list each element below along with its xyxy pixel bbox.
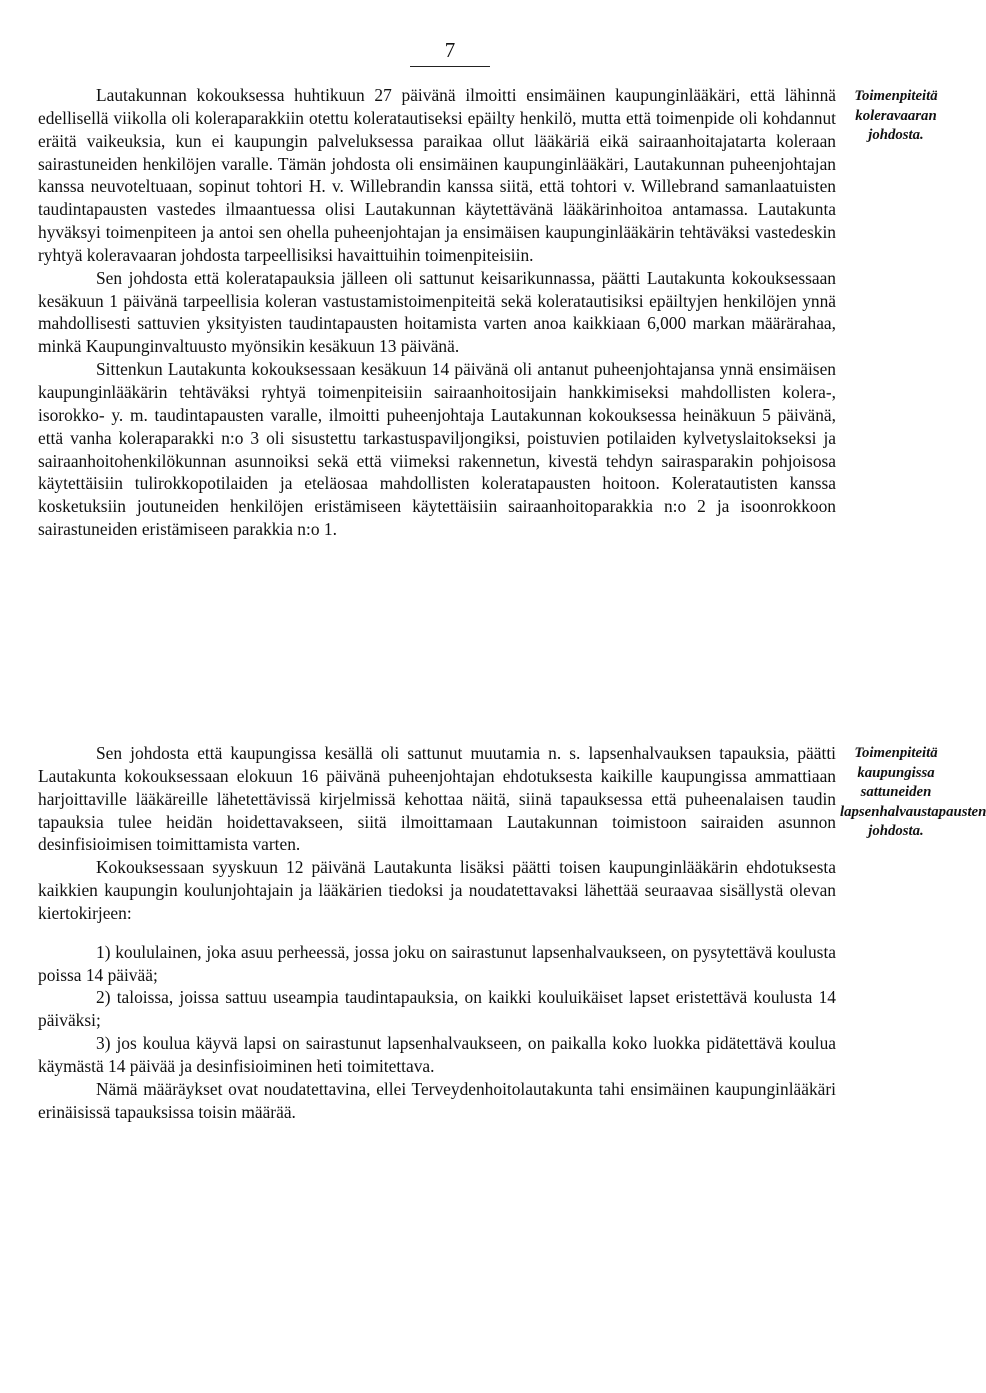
list-item: 2) taloissa, joissa sattuu useampia taudintapauksia, on kaikki kouluikäiset lapset eristettävä koulusta 14 päiväksi;	[38, 987, 836, 1031]
section-polio-measures	[38, 742, 836, 1124]
paragraph: Lautakunnan kokouksessa huhtikuun 27 päivänä ilmoitti ensimäinen kaupunginlääkäri, että lähinnä edellisellä viikolla oli koleraparakkiin otettu koleratautiseksi epäilty henkilö, mutta että toimenpide oli kohdannut eräitä vaikeuksia, kun ei kaupungin palveluksessa paraikaa ollut lääkäriä eikä sairaanhoitajatarta koleraan sairastuneiden henkilöjen varalle. Tämän johdosta oli ensimäinen kaupunginlääkäri, Lautakunnan puheenjohtajan kanssa neuvoteltuaan, sopinut tohtori H. v. Willebrandin kanssa siitä, että tohtori v. Willebrand samanlaatuisten taudintapausten vastedes ilmaantuessa olisi Lautakunnan käytettävänä lääkärinhoitoa antamassa. Lautakunta hyväksyi toimenpiteen ja antoi sen ohella puheenjohtajan ja ensimäisen kaupunginlääkärin tehtäväksi vastedeskin ryhtyä koleravaaran johdosta tarpeellisiksi havaittuihin toimenpiteisiin.	[38, 85, 836, 265]
section-cholera-measures	[38, 84, 836, 541]
paragraph: Sittenkun Lautakunta kokouksessaan kesäkuun 14 päivänä oli antanut puheenjohtajansa ynnä ensimäisen kaupunginlääkärin tehtäväksi ryhtyä toimenpiteisiin sairaanhoitosijain hankkimiseksi mahdollisten kolera-, isorokko- y. m. taudintapausten varalle, ilmoitti puheenjohtaja Lautakunnan kokouksessa heinäkuun 5 päivänä, että vanha koleraparakki n:o 3 oli sisustettu tarkastuspaviljongiksi, poistuvien potilaiden kylvetyslaitokseksi ja sairaanhoitohenkilökunnan asunnoiksi sekä että viimeksi rakennetun, kivestä tehdyn sairasparakin pohjoisosa käytettäisiin tulirokkopotilaiden ja eteläosaa mahdollisten koleratapausten hoitoon. Koleratautisten kanssa kosketuksiin joutuneiden henkilöjen eristämiseen käytettäisiin sairaanhoitoparakkia n:o 2 ja isoonrokkoon sairastuneiden eristämiseen parakkia n:o 1.	[38, 359, 836, 540]
paragraph: Sen johdosta että koleratapauksia jälleen oli sattunut keisarikunnassa, päätti Lautakunta kokouksessaan kesäkuun 1 päivänä tarpeellisia koleran vastustamistoimenpiteitä sekä koleratautisiksi epäiltyjen henkilöjen ynnä mahdollisesti sattuvien yksityisten taudintapausten hoitamista varten anoa kaikkiaan 6,000 markan määrärahaa, minkä Kaupunginvaltuusto myönsikin kesäkuun 13 päivänä.	[38, 267, 836, 357]
closing-paragraph: Nämä määräykset ovat noudatettavina, ellei Terveydenhoitolautakunta tahi ensimäinen kaupunginlääkäri erinäisissä tapauksissa toisin määrää.	[38, 1078, 836, 1122]
list-item: 1) koululainen, joka asuu perheessä, jossa joku on sairastunut lapsenhalvaukseen, on pysytettävä koulusta poissa 14 päivää;	[38, 941, 836, 985]
list-spacer	[38, 925, 836, 941]
page-number-rule	[410, 66, 490, 67]
list-item: 3) jos koulua käyvä lapsi on sairastunut lapsenhalvaukseen, on paikalla koko luokka pidätettävä koulua käymästä 14 päivää ja desinfisioiminen heti toimitettava.	[38, 1033, 836, 1076]
section-body	[38, 742, 836, 1124]
margin-note-polio: Toimenpiteitä kaupungissa sattuneiden lapsenhalvaustapausten johdosta.	[840, 745, 986, 840]
paragraph: Kokouksessaan syyskuun 12 päivänä Lautakunta lisäksi päätti toisen kaupunginlääkärin ehdotuksesta kaikkien kaupungin koulunjohtajain ja lääkärien tiedoksi ja noudatettavaksi lähettää seuraavaa sisällystä olevan kiertokirjeen:	[38, 857, 836, 923]
section-body	[38, 84, 836, 541]
paragraph: Sen johdosta että kaupungissa kesällä oli sattunut muutamia n. s. lapsenhalvauksen tapauksia, päätti Lautakunta kokouksessaan elokuun 16 päivänä puheenjohtajan ehdotuksesta kaikille kaupungissa ammattiaan harjoittaville lääkäreille lähetettävissä kirjelmissä kehottaa näitä, siinä tapauksessa että puheenalaisen taudin tapauksia tulee heidän hoidettavakseen, siitä ilmoittamaan Lautakunnan toimistoon sairaiden asunnon desinfisioimisen toimittamista varten.	[38, 743, 836, 855]
page-number: 7	[444, 38, 456, 62]
margin-note-cholera: Toimenpiteitä koleravaaran johdosta.	[854, 88, 938, 144]
